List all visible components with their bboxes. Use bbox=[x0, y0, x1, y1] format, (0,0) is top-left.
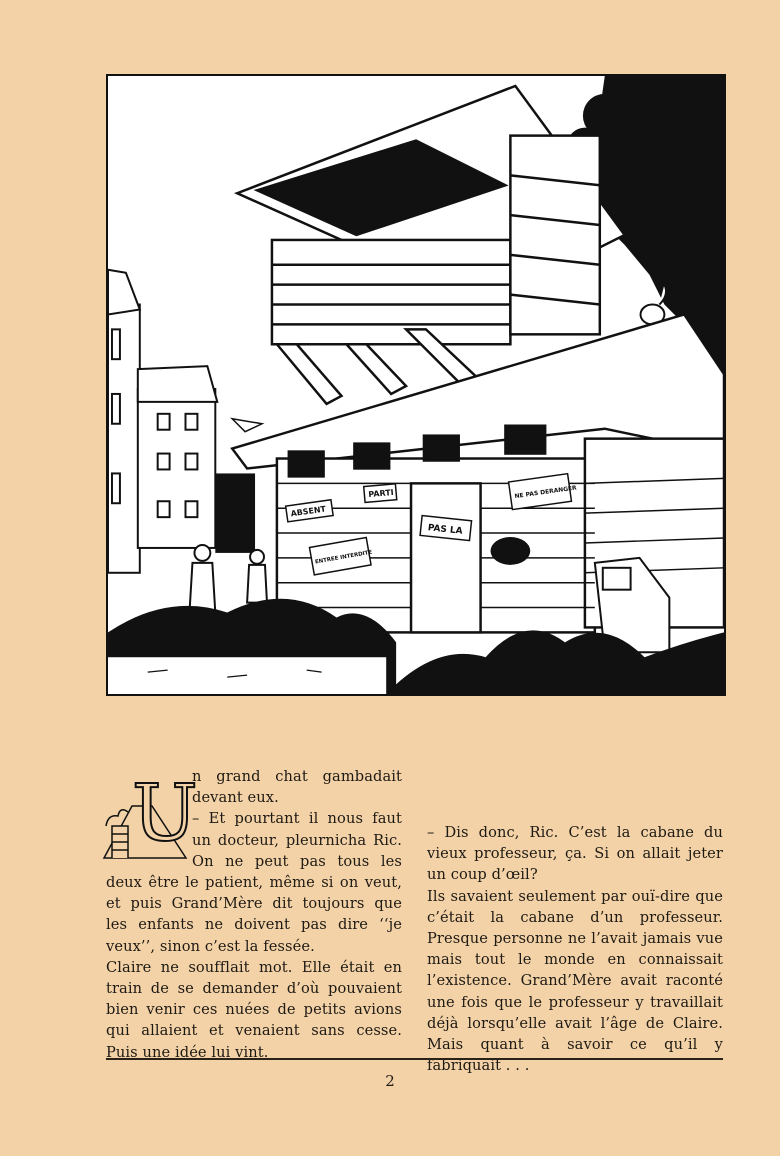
paragraph-2: – Et pourtant il nous faut un docteur, pleurnicha Ric. On ne peut pas tous les deux être le patient, même si on veut, et puis Grand’Mère dit toujours que les enfants ne doivent pas dire ‘‘je veux’’, sinon c’est la fessée. bbox=[106, 810, 402, 955]
page-number: 2 bbox=[385, 1072, 395, 1090]
sign-pas-la-text: PAS LA bbox=[427, 523, 463, 537]
background-buildings bbox=[108, 270, 255, 573]
sign-parti-text: PARTI bbox=[367, 487, 395, 500]
dropcap-letter: U bbox=[132, 769, 198, 859]
sign-entree-interdite-text: ENTREE INTERDITE bbox=[314, 549, 373, 566]
paragraph-1: n grand chat gambadait devant eux. bbox=[192, 768, 402, 807]
sign-ne-pas-deranger-text: NE PAS DERANGER bbox=[514, 484, 578, 501]
text-column-right bbox=[427, 822, 723, 1076]
sign-pas-la bbox=[420, 516, 471, 541]
sign-parti bbox=[364, 484, 397, 503]
dropcap bbox=[102, 766, 198, 862]
text-column-left bbox=[106, 766, 402, 1063]
paragraph-3: Claire ne soufflait mot. Elle était en train de se demander d’où pouvaient bien venir ces nuées de petits avions qui allaient et venaient sans cesse. Puis une idée lui vint. bbox=[106, 958, 402, 1061]
paper-plane bbox=[232, 419, 262, 432]
paragraph-5: Ils savaient seulement par ouï-dire que c’était la cabane d’un professeur. Presque personne ne l’avait jamais vue mais tout le monde en connaissait l’existence. Grand’Mère avait raconté une fois que le professeur y travaillait déjà lorsqu’elle avait l’âge de Claire. Mais quant à savoir ce qu’il y fabriquait . . . bbox=[427, 887, 723, 1075]
paragraph-4: – Dis donc, Ric. C’est la cabane du vieux professeur, ça. Si on allait jeter un coup d’œil? bbox=[427, 824, 723, 884]
footer-rule bbox=[106, 1058, 723, 1060]
illustration-professor-cabin bbox=[106, 74, 726, 696]
sign-absent-text: ABSENT bbox=[290, 504, 327, 519]
